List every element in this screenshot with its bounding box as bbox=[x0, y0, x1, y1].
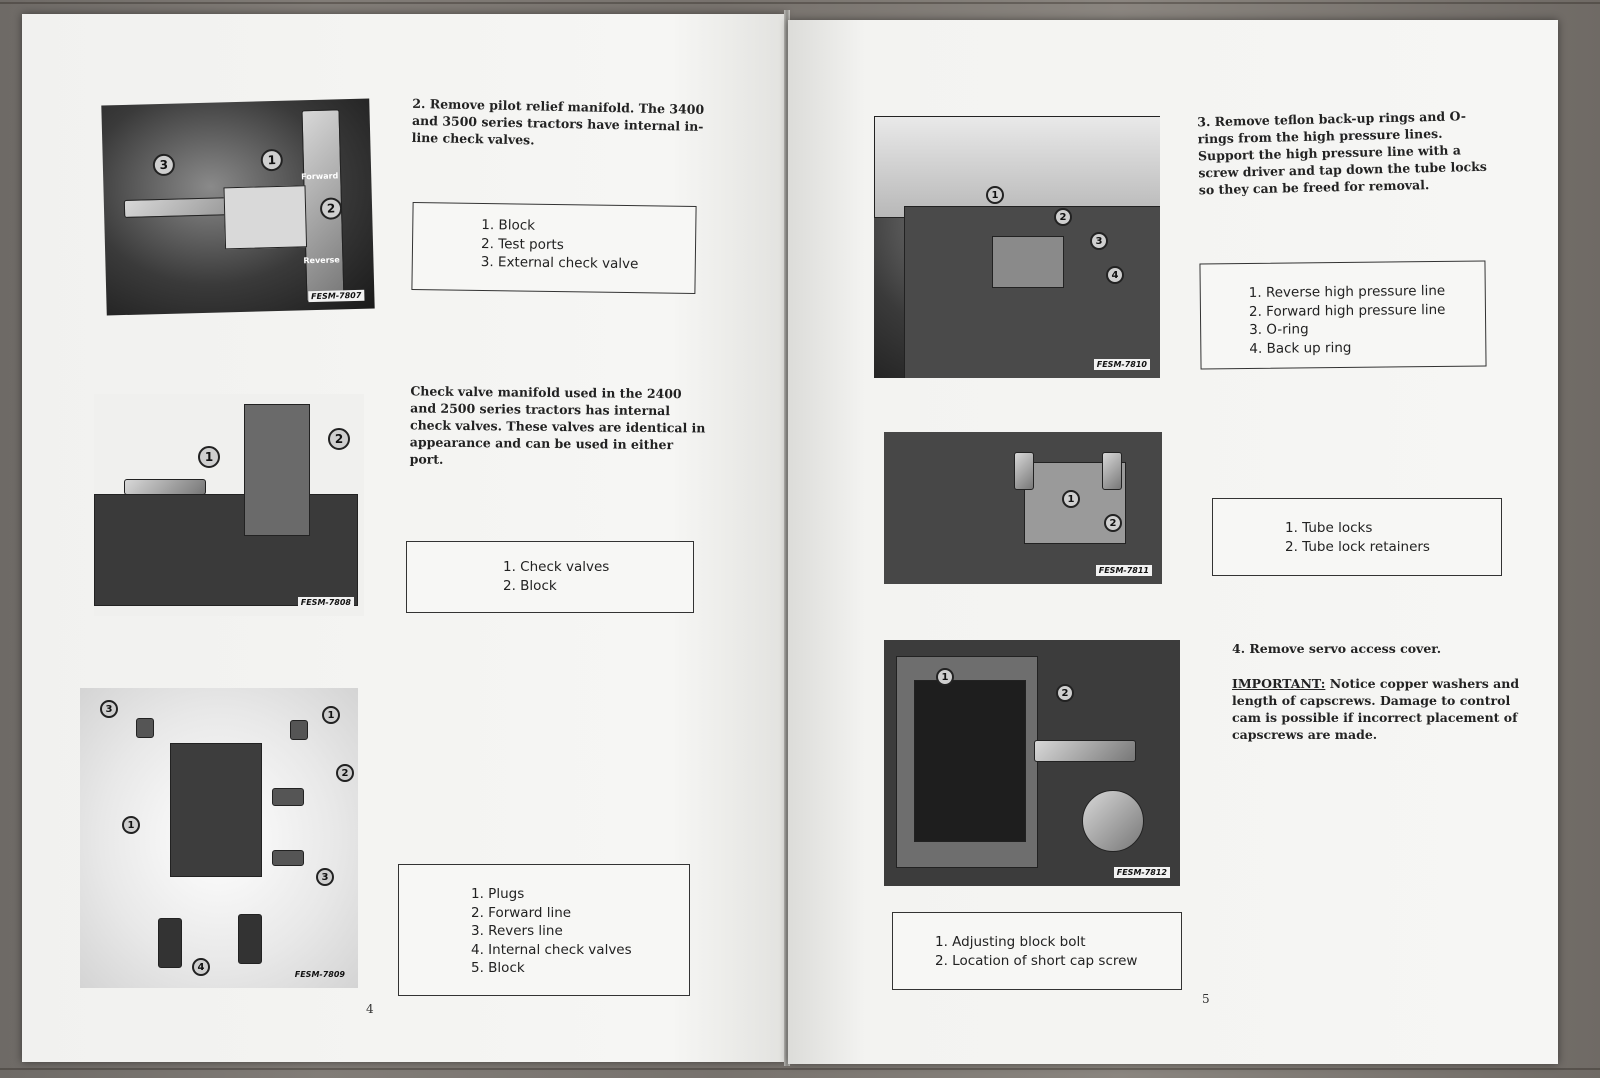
legend-fig6 bbox=[892, 912, 1182, 990]
figure-id: FESM-7807 bbox=[308, 290, 365, 302]
legend-item: 1. Block bbox=[481, 216, 536, 234]
right-page bbox=[788, 20, 1558, 1064]
cap-shape bbox=[1082, 790, 1144, 852]
legend-item: 2. Test ports bbox=[480, 235, 564, 253]
callout-4: 4 bbox=[192, 958, 210, 976]
callout-1: 1 bbox=[936, 668, 954, 686]
callout-3: 3 bbox=[1090, 232, 1108, 250]
legend-item: 3. Revers line bbox=[471, 923, 563, 939]
legend-item: 5. Block bbox=[471, 960, 525, 976]
important-text: Notice copper washers and length of capscrews. Damage to control cam is possible if incorrect placement of capscrews are made. bbox=[1232, 676, 1520, 742]
legend-item: 2. Forward high pressure line bbox=[1248, 301, 1446, 320]
legend-item: 2. Location of short cap screw bbox=[935, 952, 1138, 969]
figure-id: FESM-7809 bbox=[294, 970, 345, 979]
callout-2: 2 bbox=[1056, 684, 1074, 702]
photo-tube-locks bbox=[884, 432, 1162, 584]
legend-fig2 bbox=[406, 541, 694, 613]
cover-plate-shape bbox=[904, 206, 1160, 378]
callout-1: 1 bbox=[986, 186, 1004, 204]
photo-check-valve-manifold bbox=[94, 394, 364, 616]
callout-1: 1 bbox=[1062, 490, 1080, 508]
legend-fig1 bbox=[411, 202, 696, 294]
legend-item: 1. Reverse high pressure line bbox=[1248, 282, 1446, 301]
callout-1: 1 bbox=[260, 149, 283, 172]
legend-item: 2. Tube lock retainers bbox=[1285, 538, 1430, 555]
important-label: IMPORTANT: bbox=[1232, 676, 1326, 691]
block-shape bbox=[170, 743, 262, 877]
legend-item: 3. External check valve bbox=[480, 253, 639, 273]
label-reverse: Reverse bbox=[303, 255, 340, 266]
photo-servo-access-cover bbox=[884, 640, 1180, 886]
figure-id: FESM-7810 bbox=[1094, 359, 1150, 370]
label-forward: Forward bbox=[301, 171, 339, 182]
paragraph-remove-pilot-relief: 2. Remove pilot relief manifold. The 3400 and 3500 series tractors have internal in-line check valves. bbox=[411, 95, 705, 148]
figure-id: FESM-7811 bbox=[1096, 565, 1152, 576]
paragraph-remove-servo-cover: 4. Remove servo access cover. IMPORTANT: Notice copper washers and length of capscrews. Damage to control cam is possible if incorrect placement of capscrews are made. bbox=[1232, 641, 1520, 742]
page-number: 5 bbox=[1202, 992, 1210, 1006]
legend-item: 2. Block bbox=[503, 577, 557, 594]
paragraph-remove-teflon-rings: 3. Remove teflon back-up rings and O-rings from the high pressure lines. Support the high pressure line with a screw driver and tap down the tube locks so they can be freed for removal. bbox=[1197, 108, 1488, 198]
callout-3: 3 bbox=[100, 700, 118, 718]
callout-1: 1 bbox=[322, 706, 340, 724]
callout-2: 2 bbox=[1054, 208, 1072, 226]
servo-opening-shape bbox=[914, 680, 1026, 842]
tube-lock-shape bbox=[1102, 452, 1122, 490]
manifold-shape bbox=[244, 404, 310, 536]
check-valve-shape bbox=[158, 918, 182, 968]
tube-lock-shape bbox=[1014, 452, 1034, 490]
photo-pilot-relief-manifold bbox=[101, 99, 374, 316]
callout-1: 1 bbox=[122, 816, 140, 834]
legend-item: 1. Plugs bbox=[471, 886, 525, 902]
legend-item: 1. Check valves bbox=[503, 559, 610, 575]
page-number: 4 bbox=[366, 1002, 374, 1016]
photo-removing-back-up-rings bbox=[874, 116, 1160, 378]
base-plate-shape bbox=[94, 494, 358, 606]
legend-item: 3. O-ring bbox=[1249, 321, 1309, 338]
pipe-shape bbox=[124, 479, 206, 495]
bolt-shape bbox=[1034, 740, 1136, 762]
callout-3: 3 bbox=[316, 868, 334, 886]
block-shape bbox=[223, 185, 307, 249]
figure-id: FESM-7808 bbox=[298, 597, 354, 608]
figure-id: FESM-7812 bbox=[1114, 867, 1170, 878]
fitting-shape bbox=[272, 788, 304, 806]
legend-fig4 bbox=[1199, 261, 1486, 370]
left-page bbox=[22, 14, 786, 1062]
check-valve-shape bbox=[238, 914, 262, 964]
legend-item: 4. Internal check valves bbox=[471, 941, 632, 958]
callout-1: 1 bbox=[198, 446, 220, 468]
callout-2: 2 bbox=[328, 428, 350, 450]
legend-fig3 bbox=[398, 864, 690, 996]
hands-area bbox=[874, 116, 1160, 218]
callout-2: 2 bbox=[1104, 514, 1122, 532]
legend-item: 4. Back up ring bbox=[1249, 339, 1352, 357]
legend-item: 1. Adjusting block bolt bbox=[935, 934, 1086, 950]
plug-shape bbox=[136, 718, 154, 738]
paragraph-check-valve-manifold: Check valve manifold used in the 2400 and 2500 series tractors has internal check valves. These valves are identical in appearance and can be used in either port. bbox=[409, 383, 706, 467]
legend-fig5 bbox=[1212, 498, 1502, 576]
plug-shape bbox=[290, 720, 308, 740]
callout-2: 2 bbox=[336, 764, 354, 782]
callout-2: 2 bbox=[320, 197, 343, 220]
block-shape bbox=[992, 236, 1064, 288]
callout-3: 3 bbox=[153, 154, 176, 177]
callout-4: 4 bbox=[1106, 266, 1124, 284]
legend-item: 1. Tube locks bbox=[1285, 520, 1373, 536]
legend-item: 2. Forward line bbox=[471, 904, 572, 921]
photo-check-valve-parts bbox=[80, 688, 358, 988]
fitting-shape bbox=[272, 850, 304, 866]
